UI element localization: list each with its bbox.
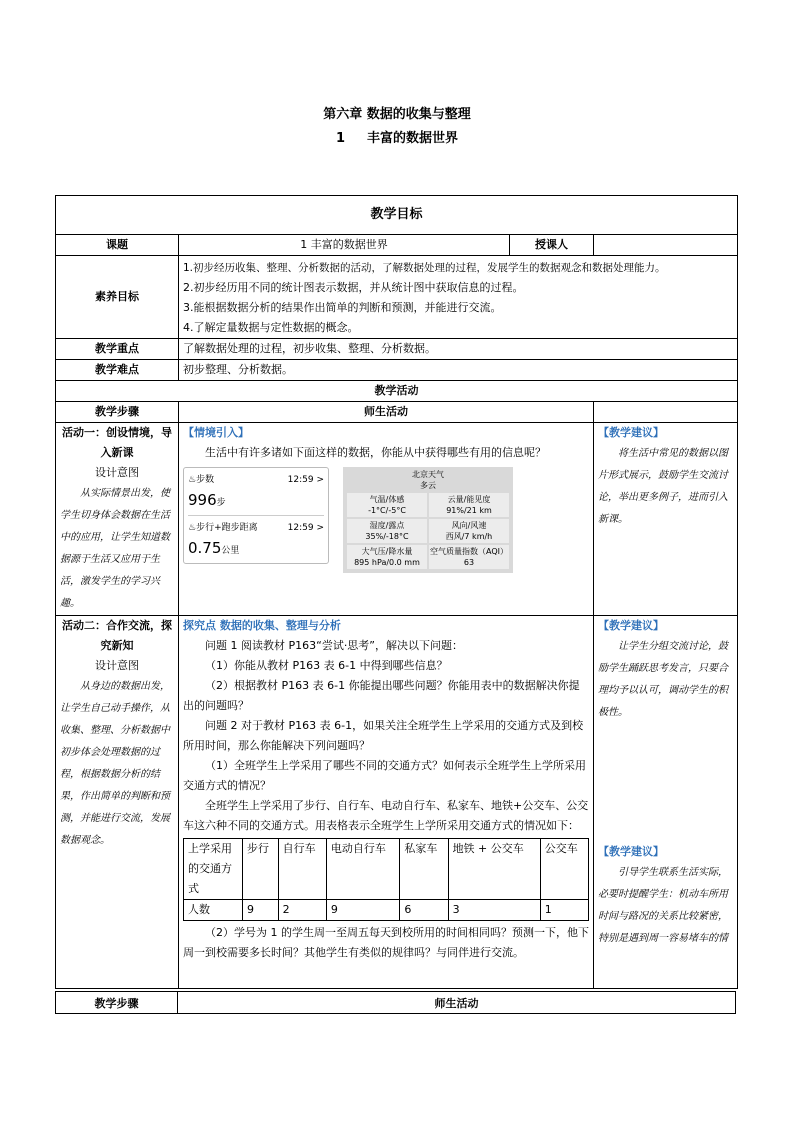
transport-count: 1 xyxy=(540,900,588,921)
transport-table xyxy=(183,838,589,921)
key-point-label: 教学重点 xyxy=(56,339,179,360)
goal-item: 4.了解定量数据与定性数据的概念。 xyxy=(183,321,359,334)
chevron-right-icon: > xyxy=(316,475,324,485)
weather-title: 北京天气 xyxy=(412,470,444,479)
activity2-design-label: 设计意图 xyxy=(95,659,139,672)
question-1: 问题 1 阅读教材 P163“尝试·思考”，解决以下问题： xyxy=(205,639,464,652)
teacher-label: 授课人 xyxy=(510,235,594,256)
weather-cell: 湿度/露点 35%/-18°C xyxy=(347,519,427,543)
weather-cell: 风向/风速 西风/7 km/h xyxy=(429,519,509,543)
goal-item: 1.初步经历收集、整理、分析数据的活动，了解数据处理的过程，发展学生的数据观念和数据处理能力。 xyxy=(183,262,666,274)
weather-condition: 多云 xyxy=(420,481,436,490)
suggestion-text: 让学生分组交流讨论，鼓励学生踊跃思考发言，只要合理均予以认可，调动学生的积极性。 xyxy=(598,641,728,718)
transport-count: 2 xyxy=(278,900,326,921)
activity1-design-text: 从实际情景出发，使学生切身体会数据在生活中的应用，让学生知道数据源于生活又应用于生活，激发学生的学习兴趣。 xyxy=(60,488,170,609)
activity1-content xyxy=(179,423,594,616)
phone-health-widget: ♨步数 12:59 > 996步 ♨步行+跑步距离 12:59 > 0.75公里 xyxy=(183,467,329,564)
teacher-value xyxy=(594,235,738,256)
question-2: 问题 2 对于教材 P163 表 6-1，如果关注全班学生上学采用的交通方式及到校所用时间，那么你能解决下列问题吗？ xyxy=(183,719,584,752)
transport-count: 6 xyxy=(400,900,448,921)
question-1b: （2）根据教材 P163 表 6-1 你能提出哪些问题？你能用表中的数据解决你提出的问题吗？ xyxy=(183,679,580,712)
steps-label: 教学步骤 xyxy=(56,992,178,1014)
transport-header-cell: 步行 xyxy=(243,839,279,900)
transport-header-cell: 自行车 xyxy=(278,839,326,900)
difficult-point-label: 教学难点 xyxy=(56,360,179,381)
weather-cell: 气温/体感 -1°C/-5°C xyxy=(347,493,427,517)
activity1-images xyxy=(183,467,589,573)
section-title xyxy=(0,127,794,146)
goal-item: 3.能根据数据分析的结果作出简单的判断和预测，并能进行交流。 xyxy=(183,301,502,314)
suggestion-text: 将生活中常见的数据以图片形式展示，鼓励学生交流讨论，举出更多例子，进而引入新课。 xyxy=(598,448,728,525)
activity1-design-label: 设计意图 xyxy=(95,466,139,479)
weather-cell: 云量/能见度 91%/21 km xyxy=(429,493,509,517)
activity2-steps xyxy=(56,616,179,989)
chevron-right-icon: > xyxy=(316,523,324,533)
difficult-point-value: 初步整理、分析数据。 xyxy=(179,360,738,381)
goals-list xyxy=(179,256,738,339)
activity1-title: 活动一：创设情境，导入新课 xyxy=(62,426,172,459)
transport-header-cell: 地铁 + 公交车 xyxy=(448,839,540,900)
transport-count: 9 xyxy=(243,900,279,921)
steps-label: ♨步数 xyxy=(188,475,215,485)
weather-cell: 空气质量指数（AQI） 63 xyxy=(430,547,508,567)
flame-icon: ♨ xyxy=(188,475,197,485)
activities-heading: 教学活动 xyxy=(56,381,738,402)
suggestion-text: 引导学生联系生活实际，必要时提醒学生：机动车所用时间与路况的关系比较紧密，特别是遇到周一容易堵车的情 xyxy=(598,867,728,944)
activity1-suggestion xyxy=(594,423,738,616)
question-2b: （2）学号为 1 的学生周一至周五每天到校所用的时间相同吗？预测一下，他下周一到校需要多长时间？其他学生有类似的规律吗？与同伴进行交流。 xyxy=(183,926,589,959)
steps-label: 教学步骤 xyxy=(56,402,179,423)
steps-unit: 步 xyxy=(216,498,226,508)
activity1-question: 生活中有许多诸如下面这样的数据，你能从中获得哪些有用的信息呢？ xyxy=(205,446,546,459)
lesson-plan-table xyxy=(55,195,738,989)
question-2a: （1）全班学生上学采用了哪些不同的交通方式？如何表示全班学生上学所采用交通方式的情况？ xyxy=(183,759,586,792)
distance-unit: 公里 xyxy=(221,546,240,556)
topic-label: 课题 xyxy=(56,235,179,256)
flame-icon: ♨ xyxy=(188,523,197,533)
activity2-title: 活动二：合作交流，探究新知 xyxy=(62,619,172,652)
goals-label: 素养目标 xyxy=(56,256,179,339)
topic-value: 1 丰富的数据世界 xyxy=(179,235,510,256)
transport-header-cell: 私家车 xyxy=(400,839,448,900)
blank-cell xyxy=(594,402,738,423)
steps-value: 996 xyxy=(188,491,217,509)
activity1-tag: 【情境引入】 xyxy=(183,426,249,439)
section-number: 1 xyxy=(335,131,346,146)
distance-value: 0.75 xyxy=(188,539,222,557)
weather-cell: 大气压/降水量 895 hPa/0.0 mm xyxy=(347,545,427,569)
interaction-label: 师生活动 xyxy=(179,402,594,423)
suggestion-tag: 【教学建议】 xyxy=(598,845,664,858)
goal-item: 2.初步经历用不同的统计图表示数据，并从统计图中获取信息的过程。 xyxy=(183,281,524,294)
question-1a: （1）你能从教材 P163 表 6-1 中得到哪些信息？ xyxy=(205,659,448,672)
interaction-label: 师生活动 xyxy=(178,992,736,1014)
activity1-steps xyxy=(56,423,179,616)
section-name: 丰富的数据世界 xyxy=(367,131,459,146)
question-2a-answer: 全班学生上学采用了步行、自行车、电动自行车、私家车、地铁+公交车、公交车这六种不同的交通方式。用表格表示全班学生上学所采用交通方式的情况如下： xyxy=(183,799,589,832)
activity2-design-text: 从身边的数据出发，让学生自己动手操作，从收集、整理、分析数据中初步体会处理数据的过程，根据数据分析的结果，作出简单的判断和预测，并能进行交流，发展数据观念。 xyxy=(60,681,170,846)
suggestion-tag: 【教学建议】 xyxy=(598,619,664,632)
transport-row-label: 人数 xyxy=(184,900,243,921)
transport-header-cell: 上学采用的交通方式 xyxy=(184,839,243,900)
transport-count: 9 xyxy=(326,900,400,921)
transport-header-cell: 公交车 xyxy=(540,839,588,900)
chapter-title: 第六章 数据的收集与整理 xyxy=(323,107,471,122)
transport-header-cell: 电动自行车 xyxy=(326,839,400,900)
key-point-value: 了解数据处理的过程，初步收集、整理、分析数据。 xyxy=(179,339,738,360)
explore-heading: 探究点 数据的收集、整理与分析 xyxy=(183,619,341,632)
suggestion-tag: 【教学建议】 xyxy=(598,426,664,439)
weather-widget xyxy=(343,467,513,573)
continued-header-row xyxy=(55,991,736,1014)
objectives-heading: 教学目标 xyxy=(56,196,738,235)
distance-label: ♨步行+跑步距离 xyxy=(188,523,258,533)
transport-count: 3 xyxy=(448,900,540,921)
activity2-suggestion xyxy=(594,616,738,989)
activity2-content xyxy=(179,616,594,989)
